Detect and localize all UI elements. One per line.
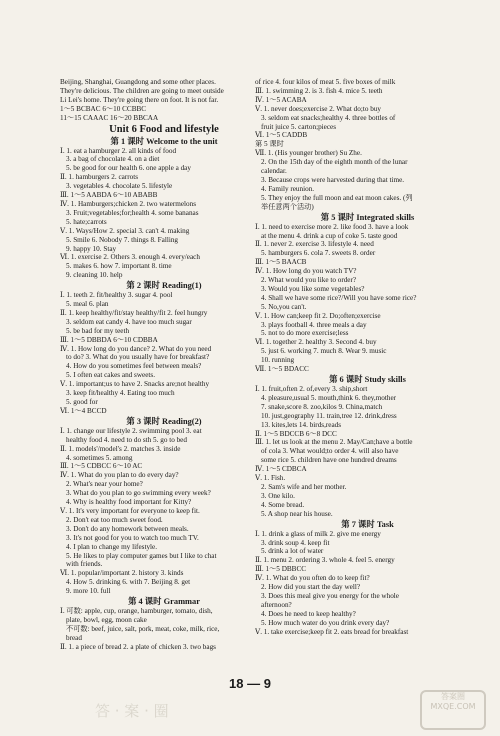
answer-line: 3. plays football 4. three meals a day (261, 320, 367, 329)
answer-line: 2. Don't eat too much sweet food. (66, 515, 163, 524)
answer-line: 3. Don't do any homework between meals. (66, 524, 189, 533)
answer-line: Ⅲ. 1～5 BAACB (255, 258, 307, 267)
answer-line: 3. Does this meal give you energy for the whole (261, 591, 399, 600)
lesson-heading: 第 4 课时 Grammar (128, 597, 200, 607)
answer-line: Ⅵ. 1. together 2. healthy 3. Second 4. buy (255, 338, 377, 347)
answer-line: Ⅱ. 1～5 BDCCB 6～8 DCC (255, 429, 337, 438)
answer-line: at the menu 4. drink a cup of coke 5. taste good (261, 231, 398, 240)
answer-line: Ⅴ. 1. important;us to have 2. Snacks are;not healthy (60, 380, 210, 389)
answer-line: 5. good for (66, 398, 98, 406)
answer-line: 2. What would you like to order? (261, 276, 357, 285)
answer-line: Ⅳ. 1～5 CDBCA (255, 465, 307, 474)
answer-line: 5. How much water do you drink every day? (261, 618, 390, 627)
answer-line: 3. What do you plan to go swimming every week? (66, 489, 211, 498)
answer-line: Ⅳ. 1. How long do you watch TV? (255, 267, 357, 276)
left-column (60, 78, 268, 652)
unit-title: Unit 6 Food and lifestyle (109, 123, 219, 135)
answer-line: 5. Smile 6. Nobody 7. things 8. Falling (66, 235, 179, 244)
answer-line: 5. I often eat cakes and sweets. (66, 371, 156, 380)
answer-line: healthy food 4. need to do sth 5. go to bed (66, 435, 187, 444)
answer-line: Ⅱ. 1. models'/model's 2. matches 3. inside (60, 444, 181, 453)
answer-line: Ⅲ. 1～5 AABDA 6～10 ABABB (60, 191, 158, 200)
answer-line: Ⅰ. 1. drink a glass of milk 2. give me energy (255, 529, 381, 538)
answer-line: 4. Why is healthy food important for Kitty? (66, 498, 192, 507)
answer-line: 5. They enjoy the full moon and eat moon cakes. (列 (261, 193, 413, 202)
answer-line: some rice 5. children have one hundred dreams (261, 456, 397, 465)
answer-line: 3. Fruit;vegetables;for;health 4. some bananas (66, 208, 199, 217)
answer-line: 4. Some bread. (261, 500, 305, 509)
answer-line: Ⅱ. 1. a piece of bread 2. a plate of chicken 3. two bags (60, 642, 216, 651)
answer-line: 9. cleaning 10. help (66, 271, 123, 280)
answer-line: Ⅵ. 1～5 CADDB (255, 131, 308, 140)
lesson-heading: 第 2 课时 Reading(1) (126, 281, 202, 291)
answer-line: 4. Does he need to keep healthy? (261, 609, 356, 618)
answer-line: Ⅱ. 1. keep healthy/fit/stay healthy/fit 2. feel hungry (60, 308, 208, 317)
answer-line: 3. a bag of chocolate 4. on a diet (66, 155, 160, 164)
answer-line: 1～5 BCBAC 6～10 CCBBC (60, 104, 147, 113)
answer-line: 10. running (261, 356, 295, 365)
answer-line: 5. hamburgers 6. cola 7. sweets 8. order (261, 249, 376, 258)
answer-line: 5. meal 6. plan (66, 300, 109, 309)
answer-line: 11～15 CAAAC 16～20 BBCAA (60, 113, 159, 122)
answer-line: with friends. (66, 560, 103, 569)
answer-line: 3. seldom eat candy 4. have too much sugar (66, 317, 192, 326)
lesson-heading: 第 7 课时 Task (341, 519, 394, 529)
answer-line: Ⅴ. 1. How can;keep fit 2. Do;often;exercise (255, 311, 381, 320)
answer-line: 5. makes 6. how 7. important 8. time (66, 262, 172, 271)
answer-line: 5. hate;carrots (66, 217, 107, 226)
answer-line: Ⅲ. 1～5 CDBCC 6～10 AC (60, 462, 143, 471)
answer-line: Ⅵ. 1. exercise 2. Others 3. enough 4. every/each (60, 253, 200, 262)
answer-line: 5. He likes to play computer games but I like to chat (66, 551, 217, 560)
answer-line: Ⅳ. 1. What do you plan to do every day? (60, 471, 179, 480)
answer-line: 3. One kilo. (261, 491, 295, 500)
lesson-heading: 第 3 课时 Reading(2) (126, 416, 202, 426)
answer-line: Beijing, Shanghai, Guangdong and some other places. (60, 78, 216, 86)
answer-line: 2. How did you start the day well? (261, 583, 361, 592)
answer-line: 3. Would you like some vegetables? (261, 284, 365, 293)
answer-line: Ⅴ. 1. It's very important for everyone to keep fit. (60, 506, 200, 515)
answer-line: Ⅲ. 1～5 DBBCC (255, 565, 307, 574)
answer-line: Ⅳ. 1. How long do you dance? 2. What do you need (60, 344, 212, 353)
answer-line: fruit juice 5. carton;pieces (261, 122, 337, 131)
answer-line: 不可数: beef, juice, salt, pork, meat, coke, milk, rice, (66, 624, 220, 633)
answer-line: Ⅲ. 1～5 DBBDA 6～10 CDBBA (60, 335, 158, 344)
answer-line: 2. What's near your home? (66, 480, 143, 489)
answer-line: 3. keep fit/healthy 4. Eating too much (66, 389, 175, 398)
answer-line: 5. drink a lot of water (261, 547, 324, 556)
answer-line: 5. not to do more exercise;less (261, 329, 349, 338)
answer-line: 举任意两个活动) (261, 202, 314, 211)
answer-line: Ⅰ. 1. fruit,often 2. of,every 3. ship,short (255, 385, 368, 393)
answer-line: Ⅳ. 1. What do you often do to keep fit? (255, 574, 370, 583)
answer-line: Ⅰ. 1. eat a hamburger 2. all kinds of food (60, 146, 177, 155)
answer-line: calendar. (261, 167, 287, 176)
answer-line: 4. Shall we have some rice?/Will you have some rice? (261, 293, 417, 302)
answer-line: Ⅴ. 1. take exercise;keep fit 2. eats bread for breakfast (255, 627, 409, 636)
answer-line: Ⅴ. 1. Ways/How 2. special 3. can't 4. making (60, 226, 190, 235)
answer-line: plate, bowl, egg, moon cake (66, 615, 147, 624)
answer-line: 3. seldom eat snacks;healthy 4. three bottles of (261, 113, 396, 122)
answer-line: 4. pleasure,usual 5. mouth,think 6. they,mother (261, 393, 397, 402)
answer-line: 10. just,geography 11. train,tree 12. drink,dress (261, 411, 397, 420)
answer-line: 5. A shop near his house. (261, 509, 333, 518)
answer-line: Ⅰ. 可数: apple, cup, orange, hamburger, tomato, dish, (60, 607, 213, 616)
page-number: 18 — 9 (229, 676, 271, 691)
watermark-logo-cn: 答案圈 (441, 692, 465, 701)
answer-line: 第 5 课时 (255, 140, 284, 149)
lesson-heading: 第 1 课时 Welcome to the unit (110, 136, 218, 146)
answer-line: 4. I plan to change my lifestyle. (66, 542, 158, 551)
watermark-logo-url: MXQE.COM (430, 702, 476, 711)
answer-line: bread (66, 633, 82, 642)
answer-line: Ⅳ. 1～5 ACABA (255, 95, 307, 104)
answer-line: Li Lei's home. They're going there on foot. It is not far. (60, 95, 219, 104)
lesson-heading: 第 6 课时 Study skills (329, 375, 406, 384)
watermark-text: 答 · 案 · 圈 (95, 702, 169, 720)
answer-line: Ⅵ. 1～4 BCCD (60, 406, 107, 415)
answer-line: They're delicious. The children are going to meet outside (60, 86, 224, 95)
answer-line: 4. How do you sometimes feel between meals? (66, 362, 202, 371)
answer-line: 4. sometimes 5. among (66, 453, 133, 462)
answer-line: afternoon? (261, 600, 292, 609)
answer-line: Ⅴ. 1. never does;exercise 2. What do;to buy (255, 104, 382, 113)
answer-line: 3. vegetables 4. chocolate 5. lifestyle (66, 182, 173, 191)
answer-line: 9. happy 10. Stay (66, 244, 117, 253)
answer-line: Ⅲ. 1. swimming 2. is 3. fish 4. mice 5. teeth (255, 86, 383, 95)
answer-line: Ⅱ. 1. hamburgers 2. carrots (60, 173, 139, 182)
answer-line: Ⅴ. 1. Fish. (255, 474, 286, 483)
answer-line: Ⅱ. 1. never 2. exercise 3. lifestyle 4. need (255, 240, 374, 249)
answer-line: 5. be good for our health 6. one apple a day (66, 164, 191, 173)
answer-line: Ⅳ. 1. Hamburgers;chicken 2. two watermelons (60, 199, 196, 208)
answer-line: 2. On the 15th day of the eighth month of the lunar (261, 158, 408, 167)
answer-line: Ⅰ. 1. change our lifestyle 2. swimming pool 3. eat (60, 426, 202, 435)
answer-line: 3. drink soup 4. keep fit (261, 538, 330, 547)
answer-line: 4. Family reunion. (261, 184, 315, 193)
answer-line: Ⅱ. 1. menu 2. ordering 3. whole 4. feel 5. energy (255, 556, 395, 565)
answer-line: 13. kites,lets 14. birds,reads (261, 420, 342, 429)
answer-line: 3. It's not good for you to watch too much TV. (66, 533, 199, 542)
answer-line: Ⅵ. 1. popular/important 2. history 3. kinds (60, 569, 184, 578)
right-column (255, 78, 480, 636)
answer-line: 4. How 5. drinking 6. with 7. Beijing 8. get (66, 578, 191, 587)
answer-line: of rice 4. four kilos of meat 5. five boxes of milk (255, 78, 396, 86)
answer-line: Ⅲ. 1. let us look at the menu 2. May/Can;have a bottle (255, 438, 413, 447)
answer-line: Ⅶ. 1～5 BDACC (255, 365, 309, 374)
answer-line: 7. snake,score 8. zoo,kilos 9. China,match (261, 402, 383, 411)
answer-line: to do? 3. What do you usually have for breakfast? (66, 353, 210, 362)
answer-line: 5. just 6. working 7. much 8. Wear 9. music (261, 347, 387, 356)
answer-line: Ⅰ. 1. teeth 2. fit/healthy 3. sugar 4. pool (60, 291, 173, 300)
answer-line: Ⅰ. 1. need to exercise more 2. like food 3. have a look (255, 222, 409, 231)
answer-line: 5. be bad for my teeth (66, 326, 130, 335)
answer-line: 9. more 10. full (66, 587, 111, 596)
answer-line: 2. Sam's wife and her mother. (261, 482, 347, 491)
lesson-heading: 第 5 课时 Integrated skills (320, 212, 415, 222)
answer-line: of cola 3. What would;to order 4. will also have (261, 447, 399, 456)
watermark-logo (420, 690, 486, 730)
answer-line: Ⅶ. 1. (His younger brother) Su Zhe. (255, 149, 362, 158)
answer-line: 3. Because crops were harvested during that time. (261, 175, 405, 184)
answer-line: 5. No,you can't. (261, 302, 307, 311)
